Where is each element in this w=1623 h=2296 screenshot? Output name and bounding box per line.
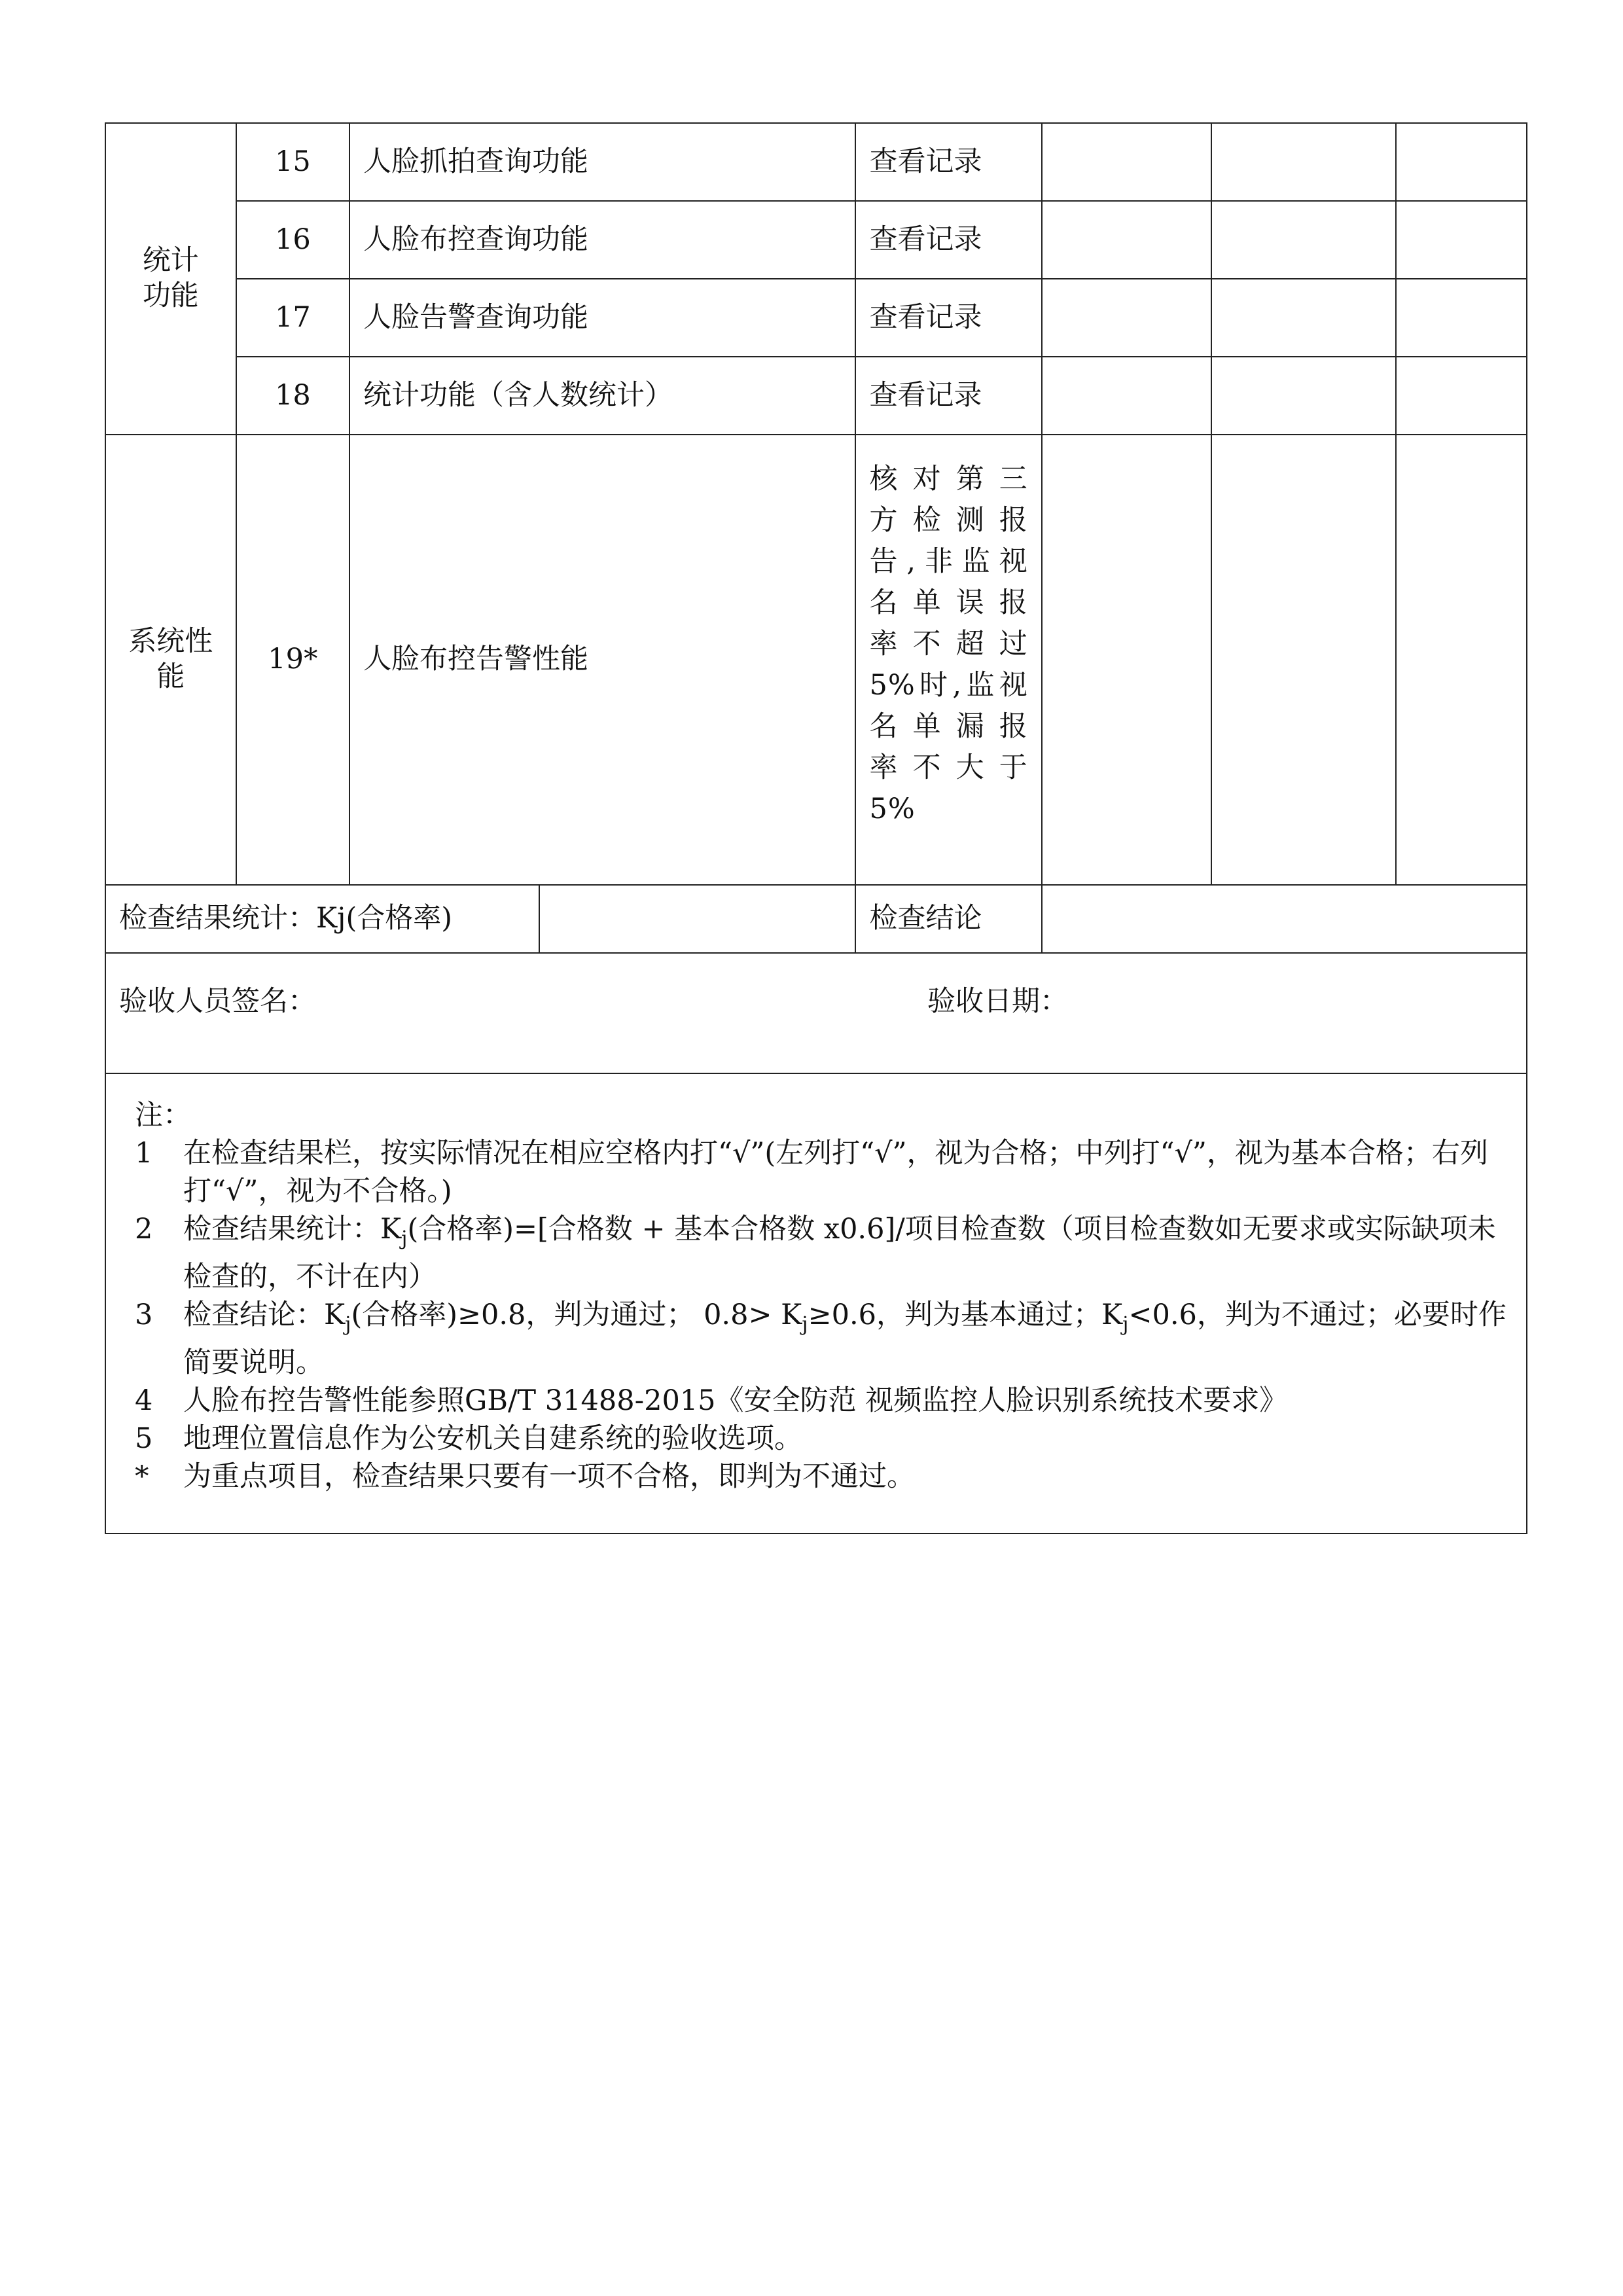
note-text: 在检查结果栏，按实际情况在相应空格内打“√”(左列打“√”，视为合格；中列打“√”，视为基本合格；右列打“√”，视为不合格。) (183, 1137, 1488, 1208)
result-pass-cell[interactable] (1042, 123, 1211, 201)
method-line: 率不大于 (869, 751, 1028, 784)
table-row (105, 279, 1527, 357)
result-stat-value[interactable] (539, 885, 855, 953)
note-item (135, 1134, 1513, 1210)
result-basic-cell[interactable] (1211, 279, 1396, 357)
subscript: j (802, 1313, 808, 1336)
item-number: 16 (236, 201, 349, 279)
acceptance-date-label: 验收日期： (927, 985, 1068, 1018)
result-fail-cell[interactable] (1396, 357, 1527, 435)
note-text-part: (合格率)≥0.8，判为通过； 0.8> K (351, 1299, 802, 1331)
item-name: 统计功能（含人数统计） (349, 357, 855, 435)
note-number: 4 (135, 1384, 153, 1417)
result-basic-cell[interactable] (1211, 201, 1396, 279)
category-cell: 统计 功能 (105, 123, 236, 435)
conclusion-label: 检查结论 (855, 885, 1041, 953)
result-basic-cell[interactable] (1211, 357, 1396, 435)
result-pass-cell[interactable] (1042, 357, 1211, 435)
check-method: 查看记录 (855, 201, 1041, 279)
method-line: 5% (869, 793, 916, 825)
item-name: 人脸告警查询功能 (349, 279, 855, 357)
result-fail-cell[interactable] (1396, 201, 1527, 279)
item-number: 15 (236, 123, 349, 201)
item-name: 人脸抓拍查询功能 (349, 123, 855, 201)
result-basic-cell[interactable] (1211, 123, 1396, 201)
check-method: 查看记录 (855, 357, 1041, 435)
category-cell: 系统性 能 (105, 435, 236, 885)
note-number: 5 (135, 1422, 153, 1455)
note-number: 1 (135, 1137, 153, 1170)
note-item (135, 1458, 1513, 1496)
result-row (105, 885, 1527, 953)
method-line: 核对第三 (869, 463, 1028, 495)
note-text (183, 1210, 1513, 1296)
method-line: 方检测报 (869, 504, 1028, 537)
note-number: 2 (135, 1213, 153, 1246)
item-number: 18 (236, 357, 349, 435)
note-text (183, 1296, 1513, 1382)
note-text-part: 检查结果统计：K (183, 1213, 402, 1246)
method-line: 告,非监视 (869, 545, 1028, 578)
notes-title: 注： (135, 1099, 191, 1132)
table-row (105, 123, 1527, 201)
result-fail-cell[interactable] (1396, 123, 1527, 201)
item-name: 人脸布控告警性能 (349, 435, 855, 885)
note-text: 人脸布控告警性能参照GB/T 31488-2015《安全防范 视频监控人脸识别系统技术要求》 (183, 1384, 1288, 1417)
subscript: j (1122, 1313, 1129, 1336)
item-name: 人脸布控查询功能 (349, 201, 855, 279)
item-number: 19* (236, 435, 349, 885)
item-number: 17 (236, 279, 349, 357)
note-text: 为重点项目，检查结果只要有一项不合格，即判为不通过。 (183, 1460, 915, 1493)
note-item (135, 1296, 1513, 1382)
method-line: 名单误报 (869, 586, 1028, 619)
table-row (105, 201, 1527, 279)
signature-row (105, 953, 1527, 1073)
note-number: * (135, 1460, 149, 1493)
method-line: 率不超过 (869, 628, 1028, 660)
subscript: j (345, 1313, 351, 1336)
check-method (855, 435, 1041, 885)
note-number: 3 (135, 1299, 153, 1331)
inspection-form (105, 122, 1527, 1534)
result-stat-label: 检查结果统计：Kj(合格率) (105, 885, 539, 953)
method-line: 5%时,监视 (869, 669, 1028, 702)
signature-cell (105, 953, 1527, 1073)
notes-row (105, 1073, 1527, 1534)
note-item (135, 1210, 1513, 1296)
result-pass-cell[interactable] (1042, 279, 1211, 357)
result-fail-cell[interactable] (1396, 279, 1527, 357)
note-text-part: ≥0.6，判为基本通过；K (808, 1299, 1123, 1331)
result-fail-cell[interactable] (1396, 435, 1527, 885)
personnel-signature-label: 验收人员签名： (119, 985, 316, 1018)
notes-cell (105, 1073, 1527, 1534)
note-item (135, 1420, 1513, 1458)
note-item (135, 1382, 1513, 1420)
result-pass-cell[interactable] (1042, 201, 1211, 279)
conclusion-value[interactable] (1042, 885, 1527, 953)
result-basic-cell[interactable] (1211, 435, 1396, 885)
check-method: 查看记录 (855, 123, 1041, 201)
check-method: 查看记录 (855, 279, 1041, 357)
result-pass-cell[interactable] (1042, 435, 1211, 885)
subscript: j (401, 1227, 408, 1250)
acceptance-table (105, 122, 1527, 1534)
note-text-part: <0.6，判为不通过；必要时作简要说明。 (183, 1299, 1507, 1379)
note-text-part: (合格率)=[合格数 + 基本合格数 x0.6]/项目检查数（项目检查数如无要求或实际缺项未检查的，不计在内） (183, 1213, 1496, 1293)
table-row (105, 357, 1527, 435)
note-text: 地理位置信息作为公安机关自建系统的验收选项。 (183, 1422, 802, 1455)
note-text-part: 检查结论：K (183, 1299, 346, 1331)
table-row (105, 435, 1527, 885)
method-line: 名单漏报 (869, 710, 1028, 743)
